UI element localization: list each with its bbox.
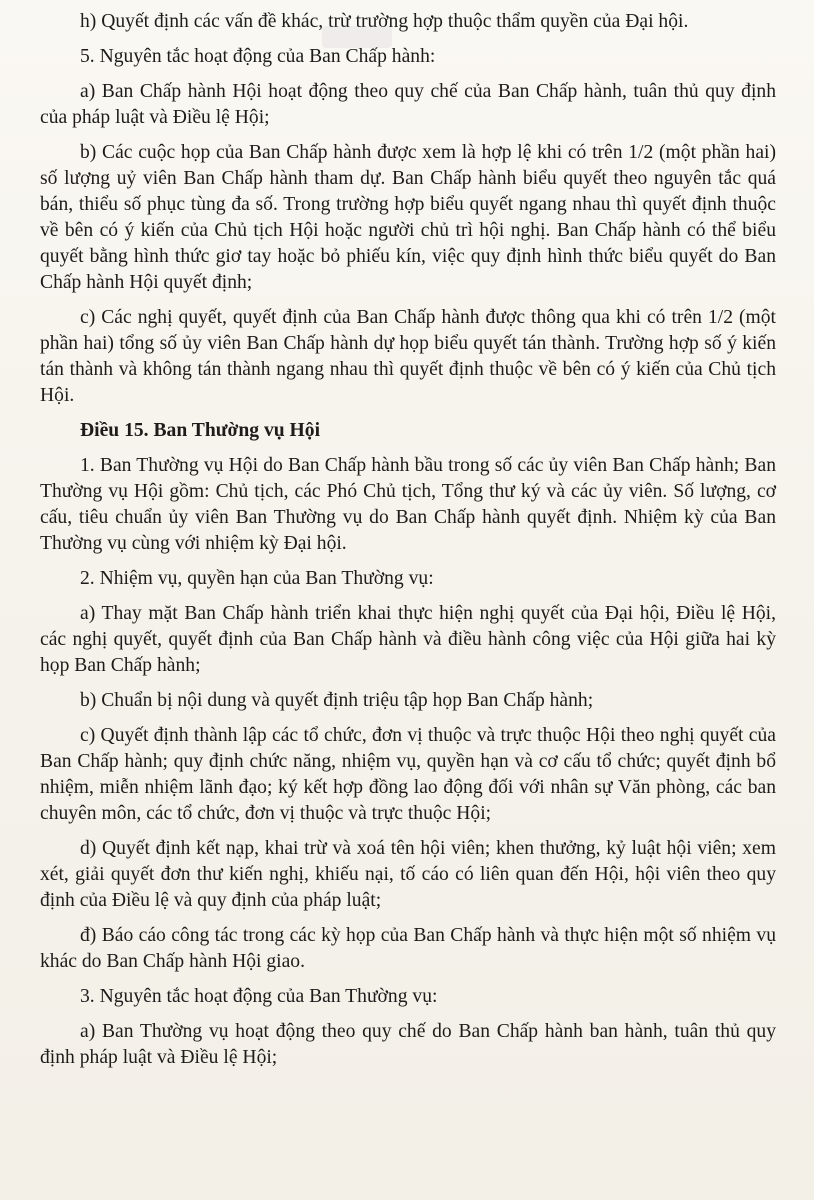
paragraph-2dd: đ) Báo cáo công tác trong các kỳ họp của Ban Chấp hành và thực hiện một số nhiệm vụ khác do Ban Chấp hành Hội giao. — [40, 925, 776, 972]
paragraph-5c: c) Các nghị quyết, quyết định của Ban Chấp hành được thông qua khi có trên 1/2 (một phần hai) tổng số ủy viên Ban Chấp hành dự họp biểu quyết tán thành. Trường hợp số ý kiến tán thành và không tán thành ngang nhau thì quyết định thuộc về bên có ý kiến của Chủ tịch Hội. — [40, 307, 776, 406]
paragraph-h-other-matters: h) Quyết định các vấn đề khác, trừ trường hợp thuộc thẩm quyền của Đại hội. — [80, 11, 689, 32]
faded-stamp-mark — [322, 26, 392, 48]
paragraph-2d: d) Quyết định kết nạp, khai trừ và xoá tên hội viên; khen thưởng, kỷ luật hội viên; xem xét, giải quyết đơn thư kiến nghị, khiếu nại, tố cáo có liên quan đến Hội, hội viên theo quy định của Điều lệ và quy định của pháp luật; — [40, 838, 776, 911]
paragraph-5a: a) Ban Chấp hành Hội hoạt động theo quy chế của Ban Chấp hành, tuân thủ quy định của pháp luật và Điều lệ Hội; — [40, 81, 776, 128]
paragraph-2b: b) Chuẩn bị nội dung và quyết định triệu tập họp Ban Chấp hành; — [80, 690, 594, 711]
paragraph-2c: c) Quyết định thành lập các tổ chức, đơn vị thuộc và trực thuộc Hội theo nghị quyết của Ban Chấp hành; quy định chức năng, nhiệm vụ, quyền hạn và cơ cấu tổ chức; quyết định bổ nhiệm, miễn nhiệm lãnh đạo; ký kết hợp đồng lao động đối với nhân sự Văn phòng, các ban chuyên môn, các tổ chức, đơn vị thuộc và trực thuộc Hội; — [40, 725, 776, 824]
section-5-title: 5. Nguyên tắc hoạt động của Ban Chấp hành: — [80, 46, 436, 67]
section-3-title: 3. Nguyên tắc hoạt động của Ban Thường vụ: — [80, 986, 438, 1007]
article-15-heading: Điều 15. Ban Thường vụ Hội — [80, 420, 321, 441]
paragraph-5b: b) Các cuộc họp của Ban Chấp hành được xem là hợp lệ khi có trên 1/2 (một phần hai) số lượng uỷ viên Ban Chấp hành tham dự. Ban Chấp hành biểu quyết theo nguyên tắc quá bán, thiểu số phục tùng đa số. Trong trường hợp biểu quyết ngang nhau thì quyết định thuộc về bên có ý kiến của Chủ tịch Hội hoặc người chủ trì hội nghị. Ban Chấp hành có thể biểu quyết bằng hình thức giơ tay hoặc bỏ phiếu kín, việc quy định hình thức biểu quyết do Ban Chấp hành Hội quyết định; — [40, 142, 776, 293]
section-2-title: 2. Nhiệm vụ, quyền hạn của Ban Thường vụ: — [80, 568, 434, 589]
paragraph-2a: a) Thay mặt Ban Chấp hành triển khai thực hiện nghị quyết của Đại hội, Điều lệ Hội, các nghị quyết, quyết định của Ban Chấp hành và điều hành công việc của Hội giữa hai kỳ họp Ban Chấp hành; — [40, 603, 776, 676]
paragraph-3a: a) Ban Thường vụ hoạt động theo quy chế do Ban Chấp hành ban hành, tuân thủ quy định pháp luật và Điều lệ Hội; — [40, 1021, 776, 1068]
paragraph-15-1: 1. Ban Thường vụ Hội do Ban Chấp hành bầu trong số các ủy viên Ban Chấp hành; Ban Thường vụ Hội gồm: Chủ tịch, các Phó Chủ tịch, Tổng thư ký và các ủy viên. Số lượng, cơ cấu, tiêu chuẩn ủy viên Ban Thường vụ do Ban Chấp hành quyết định. Nhiệm kỳ của Ban Thường vụ cùng với nhiệm kỳ Đại hội. — [40, 455, 776, 554]
